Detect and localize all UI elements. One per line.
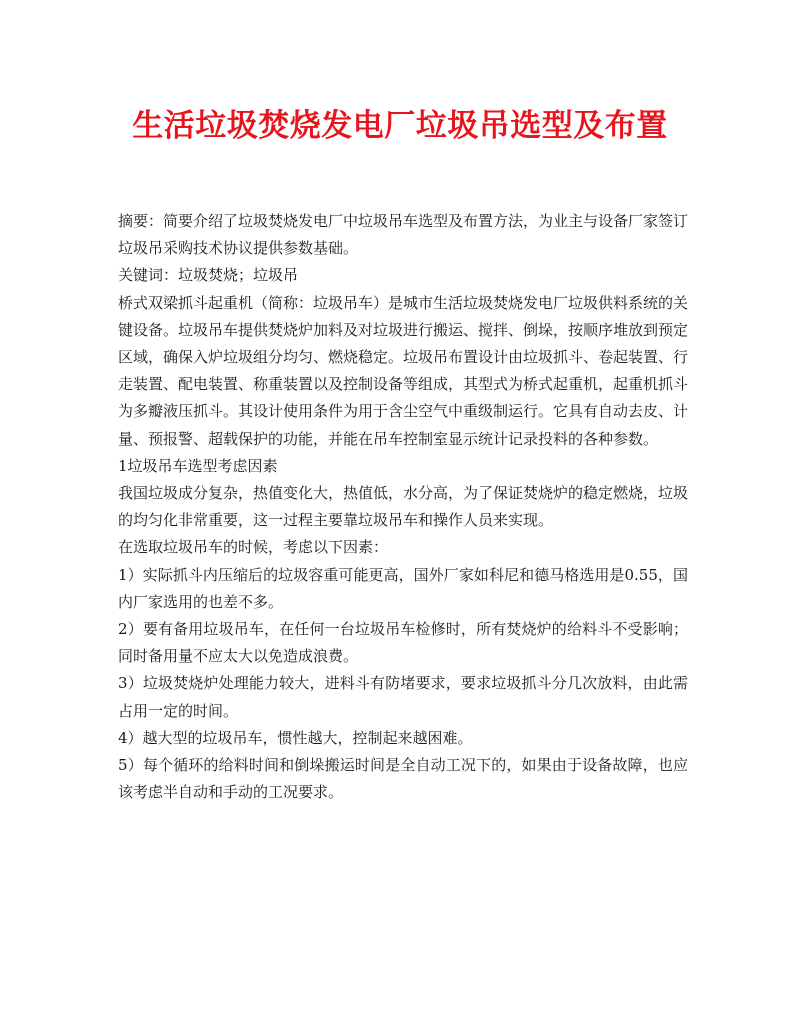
document-body (118, 208, 688, 806)
list-item: 3）垃圾焚烧炉处理能力较大，进料斗有防堵要求，要求垃圾抓斗分几次放料，由此需占用一定的时间。 (118, 674, 688, 720)
list-item: 4）越大型的垃圾吊车，惯性越大，控制起来越困难。 (118, 728, 473, 747)
list-item: 1）实际抓斗内压缩后的垃圾容重可能更高，国外厂家如科尼和德马格选用是0.55，国内厂家选用的也差不多。 (118, 565, 688, 611)
keywords-paragraph: 关键词：垃圾焚烧；垃圾吊 (118, 266, 299, 285)
intro-paragraph: 桥式双梁抓斗起重机（简称：垃圾吊车）是城市生活垃圾焚烧发电厂垃圾供料系统的关键设备。垃圾吊车提供焚烧炉加料及对垃圾进行搬运、搅拌、倒垛，按顺序堆放到预定区域，确保入炉垃圾组分均匀、燃烧稳定。垃圾吊布置设计由垃圾抓斗、卷起装置、行走装置、配电装置、称重装置以及控制设备等组成，其型式为桥式起重机，起重机抓斗为多瓣液压抓斗。其设计使用条件为用于含尘空气中重级制运行。它具有自动去皮、计量、预报警、超载保护的功能，并能在吊车控制室显示统计记录投料的各种参数。 (118, 293, 689, 448)
body-paragraph: 在选取垃圾吊车的时候，考虑以下因素： (118, 538, 389, 557)
list-item: 5）每个循环的给料时间和倒垛搬运时间是全自动工况下的，如果由于设备故障，也应该考虑半自动和手动的工况要求。 (118, 756, 688, 802)
list-item: 2）要有备用垃圾吊车，在任何一台垃圾吊车检修时，所有焚烧炉的给料斗不受影响；同时备用量不应太大以免造成浪费。 (118, 620, 688, 666)
body-paragraph: 我国垃圾成分复杂，热值变化大，热值低，水分高，为了保证焚烧炉的稳定燃烧，垃圾的均匀化非常重要，这一过程主要靠垃圾吊车和操作人员来实现。 (118, 484, 689, 530)
document-title: 生活垃圾焚烧发电厂垃圾吊选型及布置 (132, 108, 668, 144)
abstract-paragraph: 摘要：简要介绍了垃圾焚烧发电厂中垃圾吊车选型及布置方法，为业主与设备厂家签订垃圾吊采购技术协议提供参数基础。 (118, 212, 689, 258)
section-heading: 1垃圾吊车选型考虑因素 (118, 456, 278, 475)
